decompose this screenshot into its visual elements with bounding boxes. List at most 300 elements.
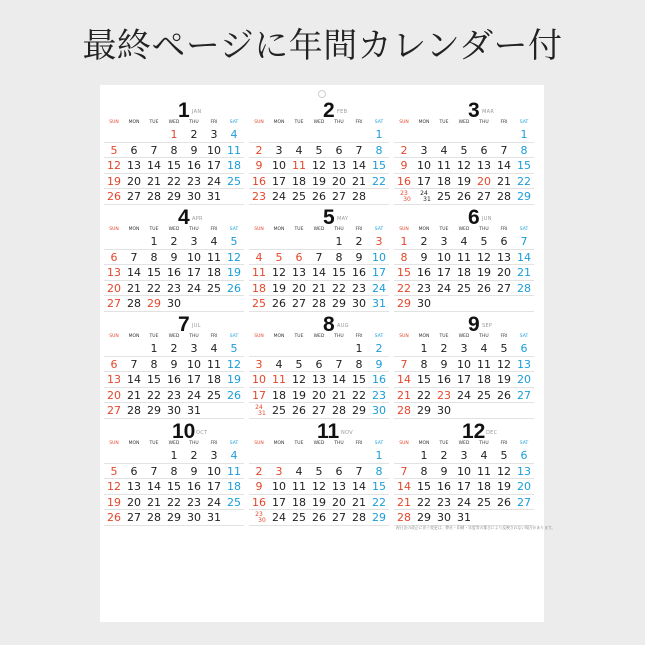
month-number: 7 — [178, 313, 190, 336]
day-cell: 8 — [520, 143, 528, 157]
day-cell: 29 — [352, 404, 366, 417]
day-cell: 3 — [210, 449, 218, 462]
day-cell: 23 — [187, 495, 201, 509]
week-row — [104, 403, 244, 419]
day-cell: 27 — [107, 297, 121, 310]
day-cell — [494, 510, 514, 525]
day-cell: 25 — [252, 297, 266, 310]
week-row — [249, 495, 389, 511]
weekday-label: TUE — [149, 120, 159, 125]
day-cell: 16 — [187, 159, 201, 172]
day-cell: 11 — [437, 159, 451, 172]
day-cell: 28 — [147, 511, 161, 524]
day-cell: 26 — [107, 511, 121, 524]
day-cell: 22 — [417, 388, 431, 402]
day-cell: 2 — [170, 342, 178, 355]
day-cell: 20 — [497, 266, 511, 279]
day-cell: 4 — [230, 449, 238, 462]
day-cell — [454, 127, 474, 142]
day-cell: 27 — [127, 190, 141, 203]
week-row — [394, 464, 534, 480]
day-cell: 31 — [372, 297, 386, 310]
day-cell: 19 — [227, 373, 241, 386]
day-cell: 2 — [190, 449, 198, 462]
day-cell: 8 — [375, 143, 383, 157]
day-cell: 25 — [477, 388, 491, 402]
weekday-label: SAT — [519, 441, 529, 446]
day-cell: 12 — [312, 480, 326, 493]
day-cell: 14 — [352, 480, 366, 493]
weekday-label: FRI — [500, 334, 508, 339]
day-cell: 22 — [372, 174, 386, 188]
day-cell: 15 — [397, 266, 411, 279]
day-cell: 30 — [187, 190, 201, 203]
day-cell: 18 — [437, 174, 451, 188]
month-abbr: MAR — [482, 109, 495, 115]
weekday-label: WED — [458, 120, 470, 125]
month-abbr: AUG — [337, 323, 349, 329]
weekday-header — [249, 440, 389, 448]
day-cell: 30 — [187, 511, 201, 524]
day-cell: 16 — [252, 495, 266, 509]
weekday-label: FRI — [210, 334, 218, 339]
day-cell — [349, 448, 369, 463]
day-cell: 21 — [397, 495, 411, 509]
day-cell: 18 — [252, 281, 266, 295]
day-cell: 23 — [372, 388, 386, 402]
day-cell: 7 — [355, 143, 363, 157]
day-cell: 22 — [167, 174, 181, 188]
day-cell: 1 — [150, 235, 158, 248]
day-cell: 2 — [355, 235, 363, 248]
day-cell — [474, 296, 494, 311]
weekday-label: MON — [418, 120, 430, 125]
day-cell: 22 — [397, 281, 411, 295]
day-cell: 1 — [520, 128, 528, 141]
day-cell — [104, 234, 124, 249]
weekday-label: THU — [189, 334, 199, 339]
day-cell: 5 — [110, 143, 118, 157]
day-cell: 11 — [477, 357, 491, 371]
weekday-label: FRI — [355, 227, 363, 232]
day-cell: 17 — [272, 495, 286, 509]
month-abbr: OCT — [196, 430, 208, 436]
day-cell — [474, 127, 494, 142]
weekday-label: FRI — [500, 227, 508, 232]
day-cell: 26 — [227, 388, 241, 402]
day-cell: 20 — [332, 495, 346, 509]
day-cell — [224, 189, 244, 204]
day-cell: 8 — [355, 357, 363, 371]
weekday-label: TUE — [149, 227, 159, 232]
weekday-label: SAT — [229, 120, 239, 125]
day-cell: 19 — [457, 174, 471, 188]
day-cell: 15 — [417, 373, 431, 386]
day-grid — [104, 234, 244, 312]
weekday-label: MON — [418, 441, 430, 446]
day-cell — [514, 296, 534, 311]
week-row — [394, 510, 534, 526]
weekday-label: SUN — [109, 441, 119, 446]
day-cell — [249, 127, 269, 142]
day-cell: 1 — [150, 342, 158, 355]
weekday-label: SAT — [229, 334, 239, 339]
week-row — [394, 281, 534, 297]
day-cell: 24 — [457, 388, 471, 402]
weekday-label: THU — [334, 334, 344, 339]
day-cell: 6 — [520, 342, 528, 355]
day-grid — [249, 448, 389, 526]
day-cell: 6 — [335, 464, 343, 478]
weekday-label: SAT — [229, 227, 239, 232]
day-cell: 26 — [272, 297, 286, 310]
day-cell: 20 — [292, 281, 306, 295]
day-cell: 23 — [187, 174, 201, 188]
day-cell: 4 — [210, 235, 218, 248]
week-row — [394, 250, 534, 266]
day-cell: 18 — [457, 266, 471, 279]
day-cell: 23 30 — [255, 511, 266, 524]
day-cell: 21 — [312, 281, 326, 295]
day-cell: 27 — [127, 511, 141, 524]
day-cell: 4 — [255, 250, 263, 264]
day-cell: 7 — [150, 464, 158, 478]
day-cell: 29 — [372, 511, 386, 524]
day-cell: 1 — [335, 235, 343, 248]
week-row — [394, 448, 534, 464]
day-cell: 6 — [130, 464, 138, 478]
day-cell: 5 — [480, 235, 488, 248]
weekday-header — [249, 226, 389, 234]
week-row — [394, 403, 534, 419]
day-cell: 1 — [400, 235, 408, 248]
day-cell: 18 — [227, 159, 241, 172]
day-cell: 13 — [127, 480, 141, 493]
week-row — [249, 189, 389, 205]
day-cell: 26 — [107, 190, 121, 203]
day-grid — [394, 127, 534, 205]
week-row — [394, 388, 534, 404]
day-cell: 19 — [292, 388, 306, 402]
day-cell: 23 — [417, 281, 431, 295]
month-aug — [249, 313, 389, 425]
day-cell — [309, 234, 329, 249]
weekday-header — [249, 333, 389, 341]
day-cell: 1 — [375, 128, 383, 141]
day-cell: 11 — [457, 250, 471, 264]
day-cell: 26 — [312, 511, 326, 524]
day-cell — [249, 448, 269, 463]
day-cell: 1 — [375, 449, 383, 462]
day-cell: 3 — [460, 342, 468, 355]
month-number: 6 — [468, 206, 480, 229]
day-cell: 12 — [477, 250, 491, 264]
day-cell — [224, 510, 244, 525]
day-cell: 7 — [130, 357, 138, 371]
day-cell: 31 — [207, 190, 221, 203]
weekday-label: THU — [479, 227, 489, 232]
week-row — [249, 296, 389, 312]
day-cell: 7 — [335, 357, 343, 371]
day-cell: 10 — [437, 250, 451, 264]
day-cell: 13 — [332, 480, 346, 493]
week-row — [104, 174, 244, 190]
day-cell: 15 — [372, 480, 386, 493]
month-number: 12 — [462, 420, 486, 443]
day-cell: 27 — [107, 404, 121, 417]
weekday-header — [394, 440, 534, 448]
day-cell: 25 — [207, 388, 221, 402]
day-cell: 11 — [227, 143, 241, 157]
day-cell: 27 — [332, 190, 346, 203]
day-cell: 23 — [437, 388, 451, 402]
weekday-label: THU — [479, 334, 489, 339]
day-cell: 26 — [497, 495, 511, 509]
week-row — [104, 448, 244, 464]
day-cell — [369, 189, 389, 204]
day-cell: 1 — [170, 449, 178, 462]
weekday-label: WED — [458, 227, 470, 232]
day-cell: 12 — [312, 159, 326, 172]
weekday-label: SAT — [229, 441, 239, 446]
week-row — [249, 143, 389, 159]
month-abbr: JAN — [192, 109, 202, 115]
day-cell: 21 — [352, 495, 366, 509]
month-number: 10 — [172, 420, 196, 443]
day-cell: 6 — [110, 250, 118, 264]
week-row — [394, 479, 534, 495]
week-row — [249, 234, 389, 250]
day-cell — [124, 234, 144, 249]
day-cell: 28 — [397, 404, 411, 417]
day-cell — [104, 448, 124, 463]
day-cell: 11 — [252, 266, 266, 279]
day-cell — [144, 127, 164, 142]
weekday-label: THU — [189, 441, 199, 446]
month-number: 5 — [323, 206, 335, 229]
weekday-label: FRI — [210, 120, 218, 125]
day-cell: 21 — [127, 281, 141, 295]
day-cell: 26 — [227, 281, 241, 295]
day-cell — [204, 296, 224, 311]
day-cell: 14 — [332, 373, 346, 386]
day-cell: 18 — [207, 373, 221, 386]
day-cell: 14 — [397, 373, 411, 386]
day-cell: 17 — [207, 159, 221, 172]
week-row — [394, 357, 534, 373]
weekday-label: MON — [273, 441, 285, 446]
day-cell: 24 31 — [420, 190, 431, 203]
day-cell — [349, 127, 369, 142]
day-cell — [224, 403, 244, 418]
hanging-hole — [318, 90, 326, 98]
week-row — [249, 357, 389, 373]
day-cell: 13 — [127, 159, 141, 172]
weekday-label: SAT — [519, 227, 529, 232]
day-cell: 14 — [517, 250, 531, 264]
weekday-header — [104, 226, 244, 234]
day-cell: 27 — [477, 190, 491, 203]
day-cell: 3 — [440, 235, 448, 248]
day-cell — [434, 296, 454, 311]
weekday-label: TUE — [439, 441, 449, 446]
day-cell: 19 — [497, 373, 511, 386]
weekday-label: SAT — [519, 120, 529, 125]
day-cell: 3 — [190, 235, 198, 248]
day-cell — [289, 341, 309, 356]
day-cell: 13 — [497, 250, 511, 264]
day-cell: 21 — [147, 174, 161, 188]
week-row — [394, 158, 534, 174]
day-cell: 28 — [352, 190, 366, 203]
day-cell: 29 — [147, 297, 161, 310]
day-cell: 3 — [210, 128, 218, 141]
day-cell: 28 — [127, 297, 141, 310]
weekday-label: MON — [273, 120, 285, 125]
month-abbr: SEP — [482, 323, 493, 329]
week-row — [394, 189, 534, 205]
day-cell: 15 — [332, 266, 346, 279]
week-row — [249, 479, 389, 495]
day-cell: 10 — [457, 464, 471, 478]
week-row — [249, 281, 389, 297]
day-cell: 5 — [500, 449, 508, 462]
week-row — [394, 234, 534, 250]
day-cell: 5 — [315, 143, 323, 157]
day-cell: 3 — [420, 143, 428, 157]
day-cell: 20 — [127, 174, 141, 188]
day-cell — [104, 341, 124, 356]
day-cell — [144, 448, 164, 463]
day-cell: 14 — [352, 159, 366, 172]
day-cell: 12 — [227, 250, 241, 264]
week-row — [104, 158, 244, 174]
day-cell: 2 — [420, 235, 428, 248]
day-cell: 12 — [272, 266, 286, 279]
day-grid — [104, 448, 244, 526]
day-cell: 2 — [375, 342, 383, 355]
day-cell: 15 — [517, 159, 531, 172]
day-cell: 22 — [147, 388, 161, 402]
holiday-note: 祝日法の改正に伴う変更は、弊社・印刷・年度等の都合により反映されない場合があります。 — [396, 525, 556, 530]
day-cell: 16 — [397, 174, 411, 188]
day-cell: 17 — [457, 373, 471, 386]
week-row — [249, 372, 389, 388]
day-cell: 19 — [312, 495, 326, 509]
day-cell: 2 — [170, 235, 178, 248]
day-cell: 6 — [480, 143, 488, 157]
day-cell: 7 — [400, 464, 408, 478]
weekday-header — [249, 119, 389, 127]
week-row — [394, 296, 534, 312]
day-cell: 21 — [127, 388, 141, 402]
day-cell: 21 — [332, 388, 346, 402]
week-row — [104, 341, 244, 357]
day-cell: 29 — [167, 511, 181, 524]
weekday-label: MON — [273, 227, 285, 232]
day-cell: 28 — [332, 404, 346, 417]
day-cell: 28 — [517, 281, 531, 295]
week-row — [249, 265, 389, 281]
week-row — [394, 495, 534, 511]
weekday-label: SUN — [109, 227, 119, 232]
day-cell: 9 — [375, 357, 383, 371]
week-row — [104, 127, 244, 143]
day-cell: 17 — [187, 373, 201, 386]
day-cell: 4 — [295, 143, 303, 157]
day-cell: 3 — [460, 449, 468, 462]
day-cell — [124, 127, 144, 142]
day-cell: 16 — [187, 480, 201, 493]
day-cell — [289, 234, 309, 249]
day-cell: 2 — [190, 128, 198, 141]
day-cell: 7 — [315, 250, 323, 264]
day-cell: 25 — [227, 174, 241, 188]
weekday-header — [394, 226, 534, 234]
day-cell: 17 — [372, 266, 386, 279]
day-cell — [289, 448, 309, 463]
month-jun — [394, 206, 534, 318]
day-cell: 28 — [352, 511, 366, 524]
weekday-label: SAT — [374, 120, 384, 125]
day-cell: 15 — [167, 480, 181, 493]
day-cell: 27 — [517, 388, 531, 402]
month-abbr: APR — [192, 216, 203, 222]
day-cell: 23 — [167, 281, 181, 295]
day-cell: 4 — [230, 128, 238, 141]
day-cell: 3 — [275, 143, 283, 157]
day-cell: 28 — [497, 190, 511, 203]
month-sep — [394, 313, 534, 425]
day-cell: 20 — [517, 373, 531, 386]
day-cell: 9 — [440, 464, 448, 478]
day-cell: 25 — [437, 190, 451, 203]
day-cell: 29 — [417, 404, 431, 417]
week-row — [104, 250, 244, 266]
day-cell — [124, 448, 144, 463]
weekday-label: THU — [189, 120, 199, 125]
day-cell: 22 — [167, 495, 181, 509]
day-cell: 21 — [352, 174, 366, 188]
day-cell: 15 — [352, 373, 366, 386]
day-cell — [269, 234, 289, 249]
day-cell: 19 — [497, 480, 511, 493]
weekday-label: MON — [128, 441, 140, 446]
day-cell: 11 — [292, 159, 306, 172]
page-title: 最終ページに年間カレンダー付 — [82, 26, 563, 66]
day-cell: 30 — [437, 404, 451, 417]
day-cell: 5 — [500, 342, 508, 355]
day-cell: 15 — [147, 373, 161, 386]
weekday-label: SUN — [399, 441, 409, 446]
day-cell: 7 — [355, 464, 363, 478]
day-grid — [394, 234, 534, 312]
week-row — [104, 372, 244, 388]
day-cell: 6 — [130, 143, 138, 157]
day-cell: 9 — [190, 143, 198, 157]
day-cell: 23 — [167, 388, 181, 402]
day-cell: 16 — [437, 480, 451, 493]
day-grid — [104, 127, 244, 205]
weekday-label: THU — [479, 120, 489, 125]
day-cell: 22 — [517, 174, 531, 188]
day-cell: 14 — [147, 480, 161, 493]
weekday-label: TUE — [294, 334, 304, 339]
day-cell: 27 — [292, 297, 306, 310]
weekday-label: WED — [313, 441, 325, 446]
day-cell: 23 30 — [400, 190, 411, 203]
day-cell — [309, 127, 329, 142]
